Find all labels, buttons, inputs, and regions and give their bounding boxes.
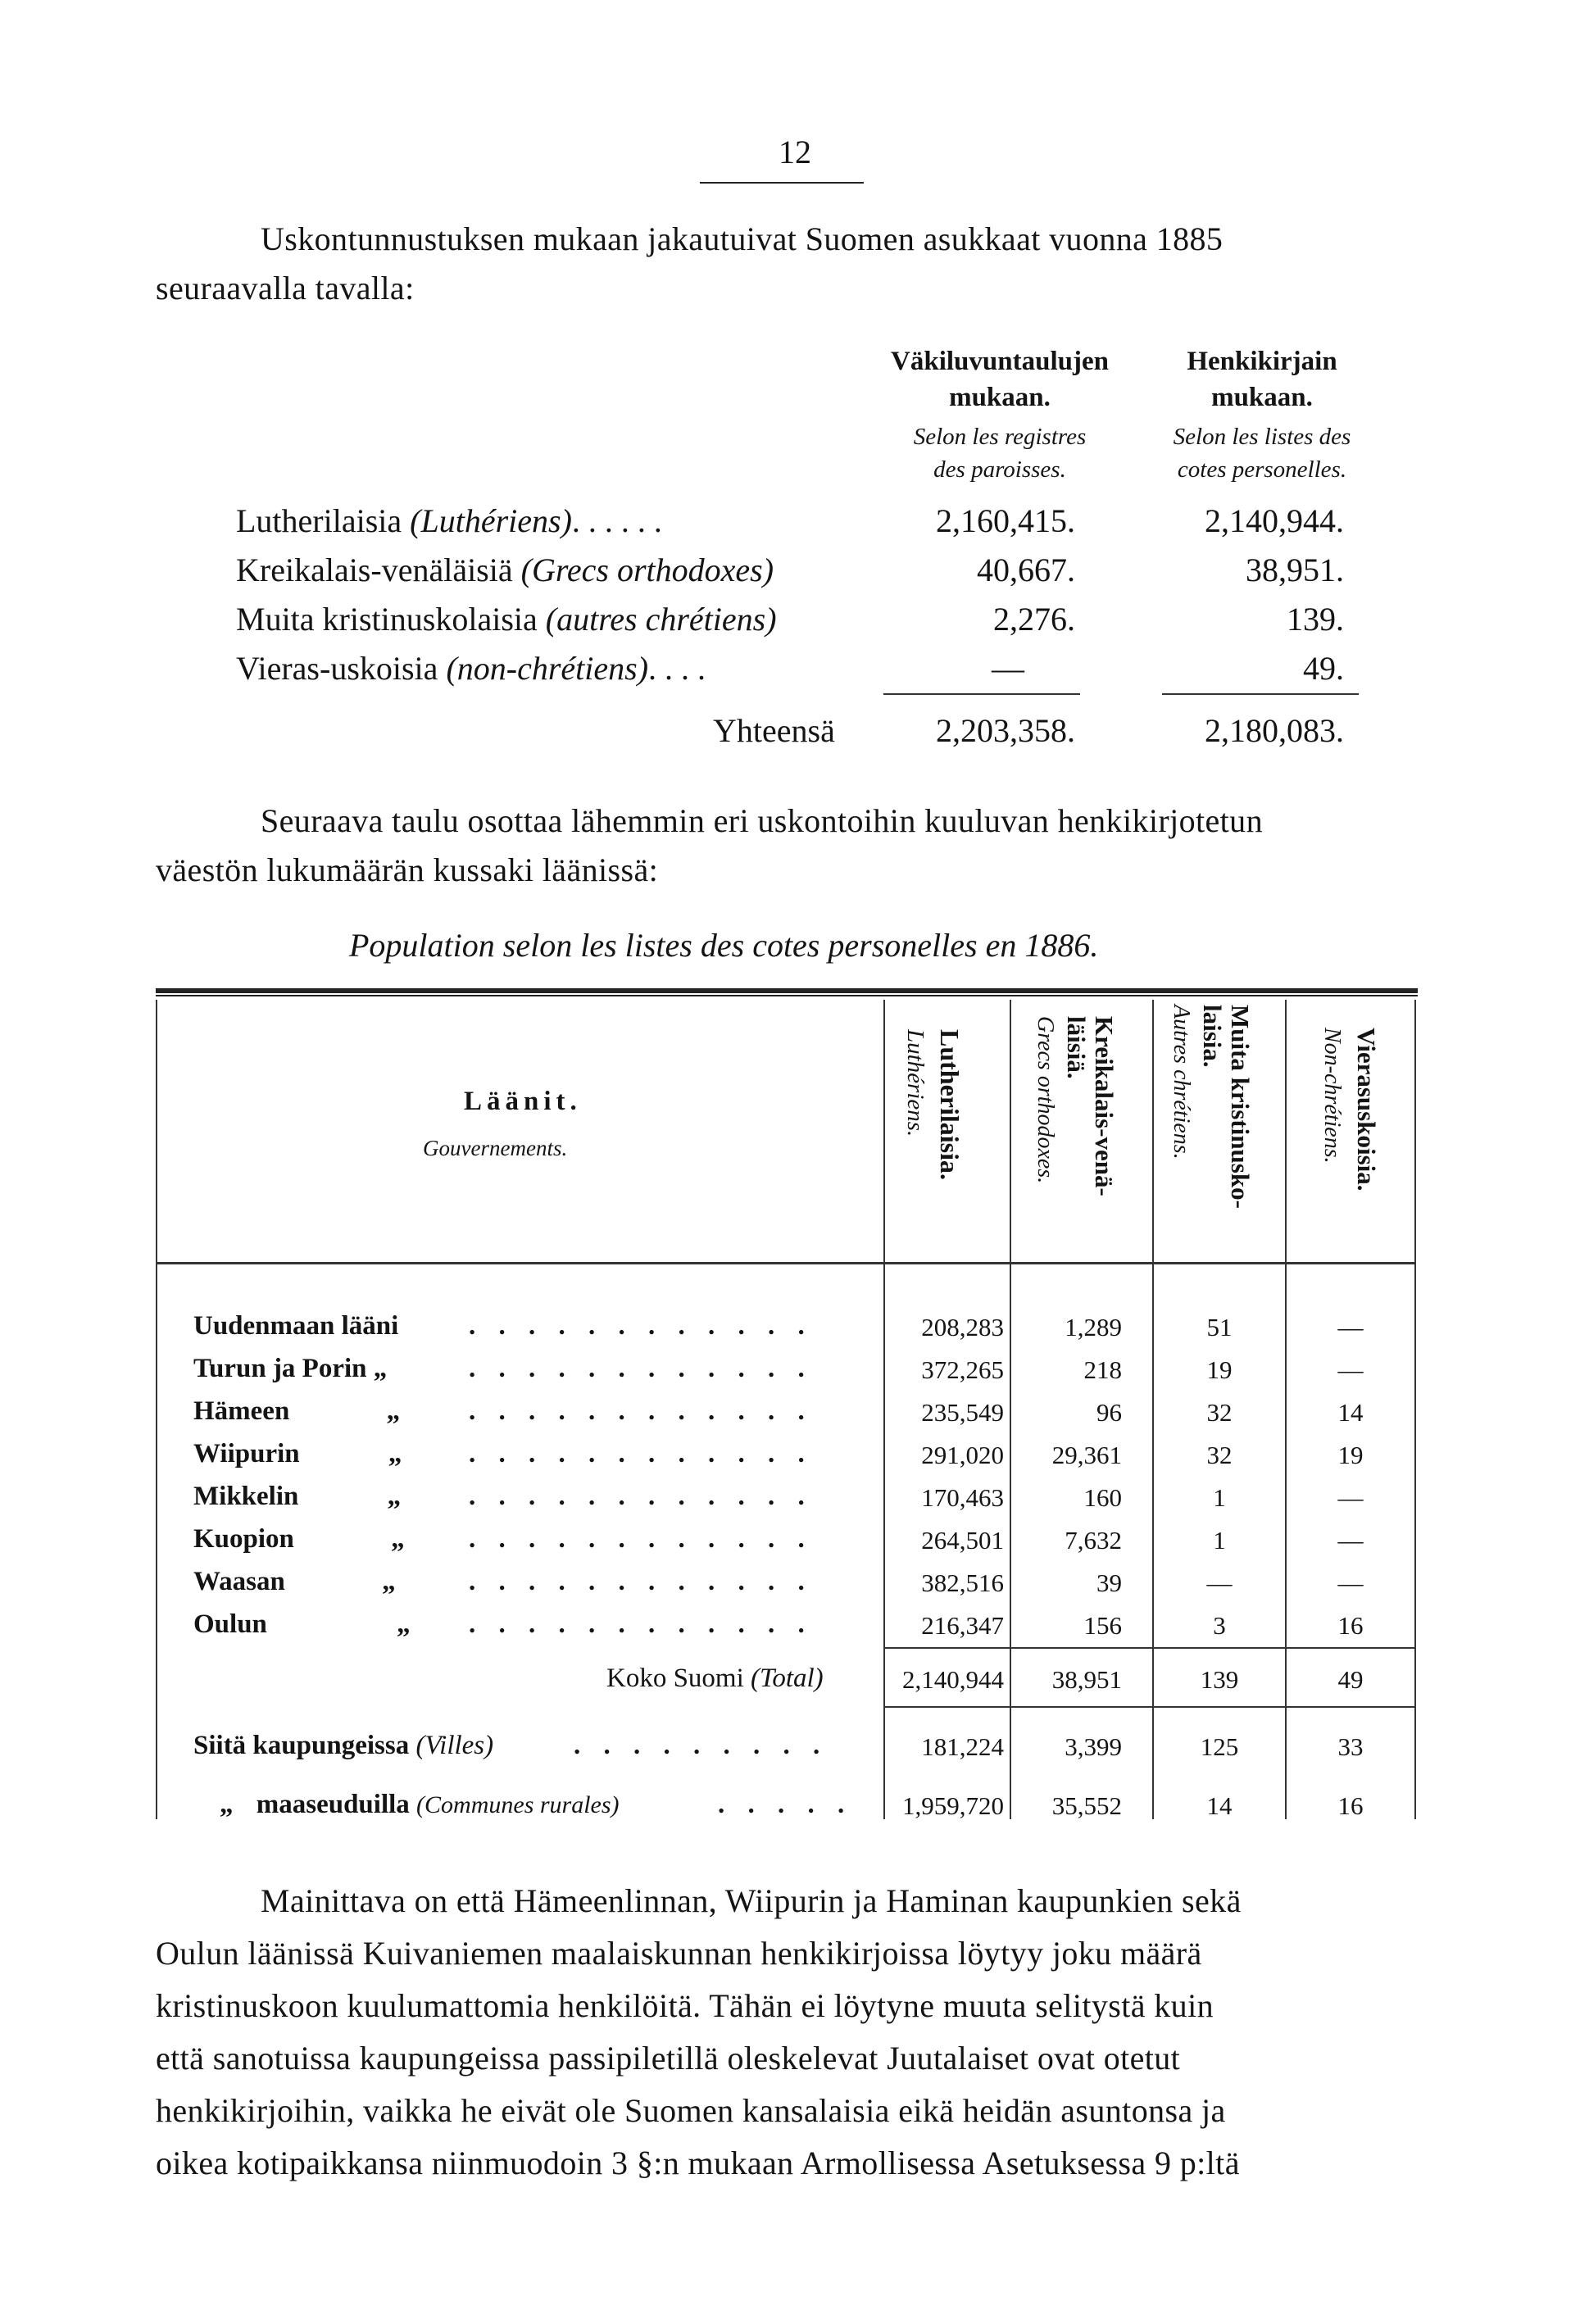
table-cell: 29,361	[1051, 1441, 1122, 1469]
row-name: Wiipurin	[193, 1439, 300, 1468]
table-row-label	[193, 1609, 411, 1640]
column-header	[902, 1029, 968, 1259]
summary-col1-sub-line2: des paroisses.	[933, 456, 1066, 483]
table-total-cell: 38,951	[1051, 1665, 1122, 1694]
table-total-rule	[883, 1647, 1416, 1649]
table-rural-cell: 16	[1337, 1791, 1364, 1820]
summary-row-label-fr: (autres chrétiens)	[545, 601, 777, 638]
summary-row-value-2: 2,140,944.	[1205, 502, 1344, 539]
total-label-fr: (Total)	[751, 1664, 824, 1693]
table-cell: 216,347	[921, 1611, 1004, 1640]
table-towns-cell: 33	[1337, 1732, 1364, 1761]
table-towns-label	[193, 1731, 493, 1761]
table-cell: 291,020	[921, 1441, 1004, 1469]
column-header	[1169, 1005, 1255, 1251]
para3-line: oikea kotipaikkansa niinmuodoin 3 §:n mukaan Armollisessa Asetuksessa 9 p:ltä	[156, 2145, 1240, 2181]
row-suffix: „	[388, 1439, 402, 1468]
table-cell: 372,265	[921, 1355, 1004, 1384]
para3-line: Oulun läänissä Kuivaniemen maalaiskunnan henkikirjoissa löytyy joku määrä	[156, 1935, 1202, 1972]
leader-dots: . . . . .	[718, 1790, 853, 1819]
rural-ditto: „	[220, 1790, 234, 1819]
summary-total-label: Yhteensä	[713, 712, 835, 749]
table-cell: —	[1206, 1568, 1233, 1597]
summary-col2-header-line2: mukaan.	[1211, 383, 1313, 412]
leader-dots: . . . . . . . . . . . .	[469, 1567, 813, 1596]
summary-col2-sub-line2: cotes personelles.	[1177, 456, 1347, 483]
column-header-fi: Kreikalais-venä-läisiä.	[1062, 1016, 1119, 1196]
leader-dots: . . . . . . . . . . . .	[469, 1439, 813, 1468]
leader-dots: . . . . . . . . . . . .	[469, 1482, 813, 1511]
table-cell: 382,516	[921, 1568, 1004, 1597]
page-number-rule	[700, 182, 864, 184]
summary-row-value-1: 40,667.	[977, 551, 1075, 588]
table-cell: 7,632	[1065, 1526, 1122, 1555]
summary-col2-sub-line1: Selon les listes des	[1173, 424, 1351, 450]
summary-total-rule	[883, 693, 1080, 695]
summary-total-value-1: 2,203,358.	[936, 712, 1075, 749]
summary-row-dots: ....	[648, 650, 715, 687]
table-cell: 96	[1096, 1398, 1122, 1427]
table-rural-cell: 14	[1206, 1791, 1233, 1820]
summary-row-label	[236, 649, 714, 688]
table-header-rule	[156, 1262, 1416, 1264]
table-towns-cell: 181,224	[921, 1732, 1004, 1761]
para3-line: että sanotuissa kaupungeissa passipiletillä oleskelevat Juutalaiset ovat otetut	[156, 2040, 1181, 2077]
table-cell: 218	[1083, 1355, 1122, 1384]
table-cell: 14	[1337, 1398, 1364, 1427]
table-top-rule-thin	[156, 995, 1418, 996]
table-total-cell: 139	[1200, 1665, 1239, 1694]
summary-row-label-fr: (Grecs orthodoxes)	[520, 551, 774, 588]
table-total-cell: 49	[1337, 1665, 1364, 1694]
table-cell: —	[1337, 1355, 1364, 1384]
table-stub-header-fr: Gouvernements.	[423, 1136, 568, 1160]
summary-row-label	[236, 600, 777, 638]
summary-row-label-fi: Lutherilaisia	[236, 502, 402, 539]
column-header	[1033, 1016, 1119, 1254]
table-towns-cell: 3,399	[1065, 1732, 1122, 1761]
towns-label-fr: (Villes)	[415, 1731, 494, 1760]
table-cell: —	[1337, 1483, 1364, 1512]
summary-row-value-1: 2,160,415.	[936, 502, 1075, 539]
leader-dots: . . . . . . . . . . . .	[469, 1311, 813, 1341]
summary-col1-header-line2: mukaan.	[949, 383, 1051, 412]
table-cell: 3	[1213, 1611, 1226, 1640]
rural-label-fi: maaseuduilla	[256, 1790, 410, 1819]
row-name: Uudenmaan	[193, 1311, 335, 1341]
intro-line-1: Uskontunnustuksen mukaan jakautuivat Suomen asukkaat vuonna 1885	[261, 220, 1224, 257]
para3-line: henkikirjoihin, vaikka he eivät ole Suomen kansalaisia eikä heidän asuntonsa ja	[156, 2092, 1226, 2129]
table-rural-label	[220, 1790, 620, 1820]
column-header-fi: Vierasuskoisia.	[1352, 1028, 1381, 1192]
table-cell: 32	[1206, 1398, 1233, 1427]
row-name: Waasan	[193, 1567, 285, 1596]
table-cell: 1	[1213, 1483, 1226, 1512]
row-suffix: „	[397, 1609, 411, 1639]
table-row-label	[193, 1567, 396, 1597]
table-cell: 19	[1206, 1355, 1233, 1384]
towns-label-fi: Siitä kaupungeissa	[193, 1731, 410, 1760]
intro-line-2: seuraavalla tavalla:	[156, 270, 415, 306]
table-cell: 39	[1096, 1568, 1122, 1597]
summary-col1-header-line1: Väkiluvuntaulujen	[891, 347, 1109, 376]
table-cell: —	[1337, 1526, 1364, 1555]
table-cell: 51	[1206, 1313, 1233, 1341]
summary-row-label-fi: Kreikalais-venäläisiä	[236, 551, 513, 588]
row-suffix: „	[391, 1524, 405, 1554]
table-cell: 19	[1337, 1441, 1364, 1469]
para3-line: kristinuskoon kuulumattomia henkilöitä. Tähän ei löytyne muuta selitystä kuin	[156, 1987, 1214, 2024]
table-cell: 156	[1083, 1611, 1122, 1640]
summary-total-rule	[1162, 693, 1359, 695]
table-top-rule	[156, 988, 1418, 993]
column-header-fr: Luthériens.	[902, 1029, 928, 1137]
table-right-border	[1414, 1000, 1416, 1819]
table-cell: 208,283	[921, 1313, 1004, 1341]
row-suffix: „	[382, 1567, 396, 1596]
summary-row-label-fi: Vieras-uskoisia	[236, 650, 438, 687]
column-header-fi: Muita kristinusko-laisia.	[1198, 1005, 1255, 1209]
table-row-label	[193, 1482, 401, 1512]
table-cell: 235,549	[921, 1398, 1004, 1427]
row-name: Oulun	[193, 1609, 267, 1639]
leader-dots: . . . . . . . . .	[574, 1731, 829, 1760]
table-cell: 16	[1337, 1611, 1364, 1640]
table-title: Population selon les listes des cotes personelles en 1886.	[349, 927, 1099, 964]
table-cell: 170,463	[921, 1483, 1004, 1512]
row-suffix: „	[387, 1482, 402, 1511]
table-stub-header: Läänit.	[464, 1087, 582, 1116]
column-header-fr: Grecs orthodoxes.	[1033, 1016, 1058, 1184]
para2-line-1: Seuraava taulu osottaa lähemmin eri uskontoihin kuuluvan henkikirjotetun	[261, 802, 1263, 839]
summary-row-label-fr: (Luthériens)	[410, 502, 572, 539]
summary-row-value-2: 49.	[1303, 650, 1344, 687]
summary-row-label-fr: (non-chrétiens)	[446, 650, 649, 687]
summary-row-label	[236, 551, 774, 589]
table-cell: 160	[1083, 1483, 1122, 1512]
leader-dots: . . . . . . . . . . . .	[469, 1396, 813, 1426]
table-cell: —	[1337, 1568, 1364, 1597]
summary-row-value-1: —	[992, 650, 1024, 687]
column-header-fi: Lutherilaisia.	[935, 1029, 965, 1181]
row-name: Hämeen	[193, 1396, 290, 1426]
summary-row-value-2: 38,951.	[1246, 551, 1344, 588]
table-row-label	[193, 1396, 400, 1427]
row-name: Turun ja Porin	[193, 1354, 367, 1383]
table-total-bottom-rule	[883, 1706, 1416, 1708]
para3-line: Mainittava on että Hämeenlinnan, Wiipurin ja Haminan kaupunkien sekä	[261, 1882, 1242, 1919]
table-row-label	[193, 1439, 402, 1469]
table-row-label	[193, 1311, 398, 1341]
table-cell: 264,501	[921, 1526, 1004, 1555]
row-suffix: „	[386, 1396, 401, 1426]
column-header	[1319, 1028, 1384, 1257]
table-cell: 32	[1206, 1441, 1233, 1469]
summary-row-value-2: 139.	[1287, 601, 1344, 638]
leader-dots: . . . . . . . . . . . .	[469, 1354, 813, 1383]
leader-dots: . . . . . . . . . . . .	[469, 1609, 813, 1639]
leader-dots: . . . . . . . . . . . .	[469, 1524, 813, 1554]
summary-col2-header-line1: Henkikirjain	[1187, 347, 1337, 376]
summary-row-value-1: 2,276.	[993, 601, 1075, 638]
summary-row-label-fi: Muita kristinuskolaisia	[236, 601, 538, 638]
row-suffix: lääni	[341, 1311, 399, 1341]
table-cell: 1,289	[1065, 1313, 1122, 1341]
summary-col1-sub-line1: Selon les registres	[913, 424, 1087, 450]
table-rural-cell: 35,552	[1051, 1791, 1122, 1820]
column-header-fr: Non-chrétiens.	[1319, 1028, 1345, 1164]
table-towns-cell: 125	[1200, 1732, 1239, 1761]
total-label-fi: Koko Suomi	[606, 1664, 744, 1693]
column-header-fr: Autres chrétiens.	[1169, 1005, 1194, 1160]
table-cell: —	[1337, 1313, 1364, 1341]
rural-label-fr: (Communes rurales)	[416, 1791, 620, 1818]
table-cell: 1	[1213, 1526, 1226, 1555]
page-number: 12	[779, 134, 811, 170]
para2-line-2: väestön lukumäärän kussaki läänissä:	[156, 851, 659, 888]
table-total-cell: 2,140,944	[902, 1665, 1004, 1694]
table-left-border	[156, 1000, 157, 1819]
table-total-label	[606, 1664, 824, 1694]
summary-row-dots: ......	[571, 502, 670, 539]
summary-row-label	[236, 502, 670, 540]
table-row-label	[193, 1524, 405, 1555]
table-rural-cell: 1,959,720	[902, 1791, 1004, 1820]
table-row-label	[193, 1354, 387, 1384]
row-name: Mikkelin	[193, 1482, 299, 1511]
row-name: Kuopion	[193, 1524, 294, 1554]
summary-total-value-2: 2,180,083.	[1205, 712, 1344, 749]
row-suffix: „	[373, 1354, 388, 1383]
